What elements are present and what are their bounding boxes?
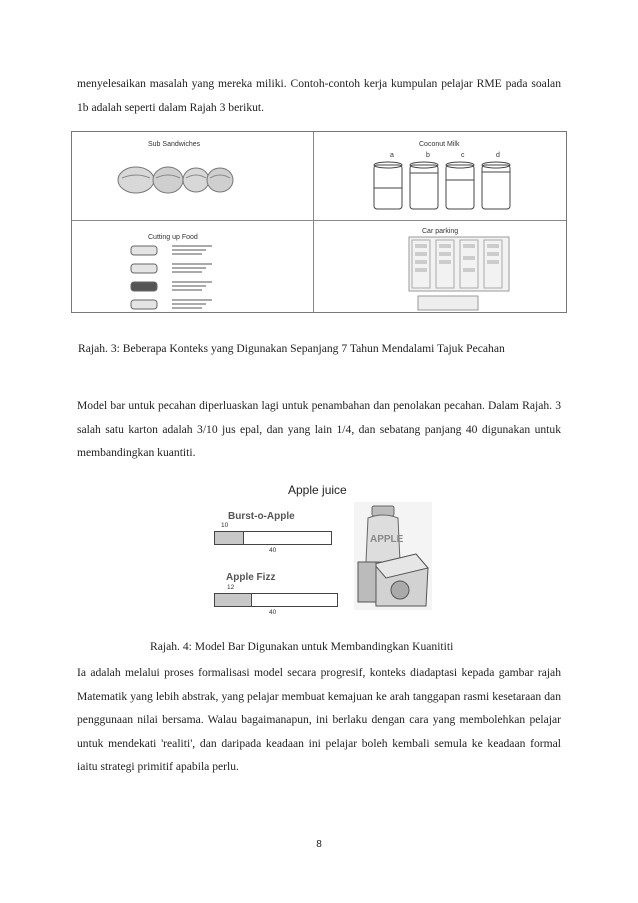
car-parking-image — [408, 236, 510, 312]
bar-2-part-value: 12 — [227, 584, 235, 591]
bar-label-apple-fizz: Apple Fizz — [226, 572, 276, 583]
table-divider-vertical — [313, 132, 314, 312]
cutting-food-image — [126, 242, 236, 312]
cell-label-cutting-up-food: Cutting up Food — [148, 234, 198, 241]
bar-2-whole-value: 40 — [269, 609, 277, 616]
apple-juice-photo — [354, 502, 432, 610]
figure-4-caption: Rajah. 4: Model Bar Digunakan untuk Membandingkan Kuanititi — [150, 640, 454, 653]
bar-1-whole-value: 40 — [269, 547, 277, 554]
bar-1-shaded-part — [215, 532, 244, 544]
sandwich-image — [116, 164, 236, 196]
figure-4-title: Apple juice — [288, 483, 347, 497]
paragraph-bar-model: Model bar untuk pecahan diperluaskan lagi untuk penambahan dan penolakan pecahan. Dalam Rajah. 3 salah satu karton adalah 3/10 jus epal, dan yang lain 1/4, dan sebatang panjang 40 digunakan untuk membandingkan kuantiti. — [77, 399, 561, 459]
can-letter-a: a — [390, 152, 394, 159]
bar-label-burst-o-apple: Burst-o-Apple — [228, 511, 295, 522]
bar-1-part-value: 10 — [221, 522, 229, 529]
can-letter-b: b — [426, 152, 430, 159]
can-letter-c: c — [461, 152, 465, 159]
paragraph-formalisation: Ia adalah melalui proses formalisasi model secara progresif, konteks diadaptasi kepada gambar rajah Matematik yang lebih abstrak, yang pelajar membuat kemajuan ke arah tanggapan rasmi kesetaraan dan penggunaan nilai bersama. Walau bagaimanapun, ini berlaku dengan cara yang membolehkan pelajar untuk mendekati 'realiti', dan daripada keadaan ini pelajar boleh kembali semula ke keadaan formal iaitu strategi primitif apabila perlu. — [77, 666, 561, 773]
bar-1-whole — [214, 531, 332, 545]
page-number: 8 — [316, 839, 322, 850]
bar-2-whole — [214, 593, 338, 607]
cell-label-sub-sandwiches: Sub Sandwiches — [148, 141, 201, 148]
cell-label-car-parking: Car parking — [422, 228, 459, 235]
figure-3-caption: Rajah. 3: Beberapa Konteks yang Digunakan Sepanjang 7 Tahun Mendalami Tajuk Pecahan — [78, 342, 505, 355]
paragraph-intro: menyelesaikan masalah yang mereka miliki. Contoh-contoh kerja kumpulan pelajar RME pada soalan 1b adalah seperti dalam Rajah 3 berikut. — [77, 77, 561, 114]
figure-3-table — [71, 131, 567, 313]
table-divider-horizontal — [72, 220, 566, 221]
bar-2-shaded-part — [215, 594, 252, 606]
cell-label-coconut-milk: Coconut Milk — [419, 141, 460, 148]
can-letter-d: d — [496, 152, 500, 159]
coconut-cans-image — [372, 160, 522, 212]
svg-text:APPLE: APPLE — [370, 534, 404, 545]
